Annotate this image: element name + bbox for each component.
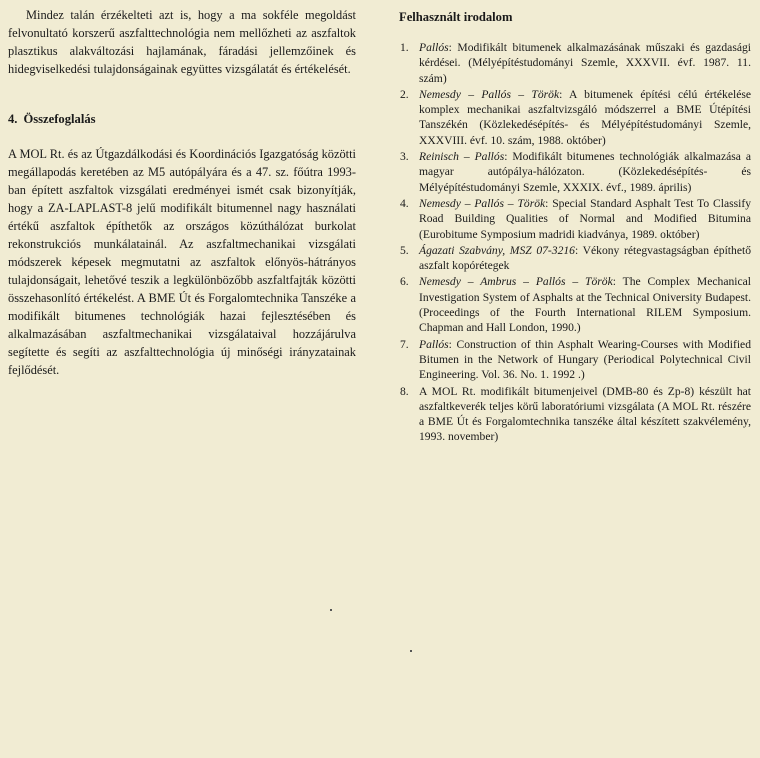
section-heading	[8, 110, 356, 128]
reference-list	[399, 40, 751, 445]
left-column	[8, 0, 356, 379]
reference-item	[399, 337, 751, 383]
reference-authors: Nemesdy – Pallós – Török	[419, 87, 560, 101]
reference-text: : The Complex Mechanical Investigation System of Asphalts at the Technical Oniversity Budapest. (Proceedings of the Fourth International RILEM Symposium. Chapman and Hall London, 1990.)	[419, 275, 751, 335]
reference-text: : Modifikált bitumenek alkalmazásának műszaki és gazdasági kérdései. (Mélyépítéstudományi Szemle, XXXVII. évf. 1987. 11. szám)	[419, 41, 751, 85]
right-column	[399, 0, 751, 446]
reference-number: 5.	[400, 243, 409, 257]
reference-item	[399, 243, 751, 274]
reference-number: 7.	[400, 337, 409, 351]
reference-text: : Vékony rétegvastagságban építhető aszfalt kopórétegek	[419, 243, 751, 273]
reference-item	[399, 196, 751, 242]
reference-text: A MOL Rt. modifikált bitumenjeivel (DMB-80 és Zp-8) készült hat aszfaltkeverék teljes körű laboratóriumi vizsgálata (A MOL Rt. részére a BME Út és Forgalomtechnika tanszéke által készített szakvélemény, 1993. november)	[419, 384, 751, 444]
reference-authors: Pallós	[419, 41, 449, 54]
reference-number: 4.	[400, 196, 409, 210]
reference-authors: Ágazati Szabvány, MSZ 07-3216	[419, 243, 575, 257]
reference-number: 8.	[400, 384, 409, 398]
reference-item	[399, 40, 751, 86]
reference-number: 3.	[400, 150, 409, 164]
reference-authors: Nemesdy – Ambrus – Pallós – Török	[419, 275, 613, 289]
reference-number: 1.	[400, 41, 409, 54]
reference-text: : Construction of thin Asphalt Wearing-Courses with Modified Bitumen in the Network of Hungary (Periodical Polytechnical Civil Engineering. Vol. 36. No. 1. 1992 .)	[419, 337, 751, 382]
reference-number: 6.	[400, 275, 409, 289]
reference-authors: Pallós	[419, 337, 449, 351]
reference-authors: Reinisch – Pallós	[419, 150, 505, 164]
scan-speck	[410, 650, 412, 652]
reference-text: : Special Standard Asphalt Test To Classify Road Building Qualities of Normal and Modified Bitumina (Eurobitume Symposium madridi kiadványa, 1989. október)	[419, 196, 751, 241]
reference-item	[399, 87, 751, 148]
reference-item	[399, 384, 751, 445]
reference-item	[399, 149, 751, 195]
reference-item	[399, 274, 751, 335]
section-title: Összefoglalás	[23, 112, 96, 126]
reference-authors: Nemesdy – Pallós – Török	[419, 196, 546, 210]
section-number: 4.	[8, 112, 18, 126]
reference-text: : A bitumenek építési célú értékelése komplex mechanikai aszfaltvizsgáló módszerrel a BME Útépítési Tanszékén (Közlekedésépítés- és Mélyépítéstudományi Szemle, XXXVIII. évf. 10. szám, 1988. október)	[419, 87, 751, 147]
intro-paragraph: Mindez talán érzékelteti azt is, hogy a ma sokféle megoldást felvonultató korszerű aszfalttechnológia nem mellőzheti az aszfaltok plasztikus alakváltozási hajlamának, fáradási jellemzőinek és hidegviselkedési tulajdonságainak együttes vizsgálatát és értékelését.	[8, 8, 356, 76]
reference-number: 2.	[400, 87, 409, 101]
summary-paragraph: A MOL Rt. és az Útgazdálkodási és Koordinációs Igazgatóság közötti megállapodás keretében az M5 autópályára és a 47. sz. főútra 1993-ban épített aszfaltok vizsgálati eredményei ismét csak bizonyítják, hogy a ZA-LAPLAST-8 jelű modifikált bitumennel nagy használati értékű aszfaltok építhetők az országos közúthálózat burkolat rekonstrukciós munkálatainál. Az aszfaltmechanikai vizsgálati módszerek képesek megmutatni az aszfaltok előnyös-hátrányos tulajdonságait, lehetővé teszik a legkülönbözőbb aszfaltfajták közötti összehasonlító értékelést. A BME Út és Forgalomtechnika Tanszéke a modifikált bitumenes technológiák hazai fejlesztésében és alkalmazásában aszfaltmechanikai vizsgálataival hozzájárulva segítette és segíti az aszfalttechnológia új minőségi irányzatainak fejlődését.	[8, 147, 356, 377]
scan-speck	[330, 609, 332, 611]
references-heading: Felhasznált irodalom	[399, 10, 513, 24]
reference-text: : Modifikált bitumenes technológiák alkalmazása a magyar autópálya-hálózaton. (Közlekedésépítés- és Mélyépítéstudományi Szemle, XXXIX. évf., 1989. április)	[419, 150, 751, 194]
